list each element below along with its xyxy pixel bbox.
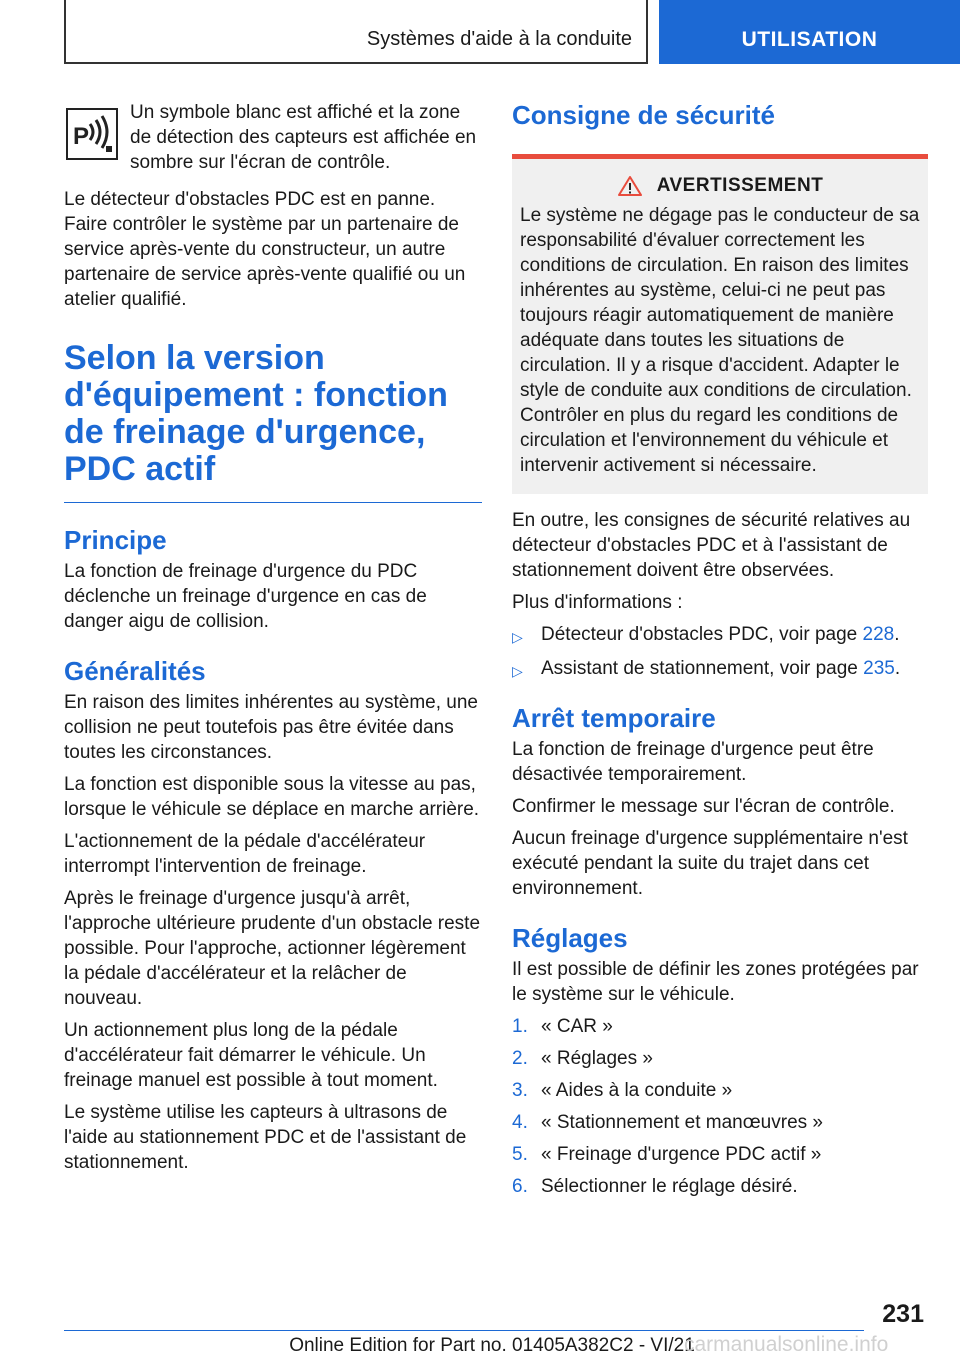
triangle-bullet-icon: ▷	[512, 663, 523, 679]
page-number: 231	[882, 1300, 924, 1328]
step-number: 4.	[512, 1112, 528, 1133]
reference-links	[512, 622, 928, 681]
header-section-box	[64, 0, 648, 64]
step-number: 2.	[512, 1048, 528, 1069]
svg-text:P: P	[73, 123, 90, 150]
section-title: Systèmes d'aide à la conduite	[366, 28, 632, 50]
list-item: ▷ Assistant de stationnement, voir page 235.	[512, 656, 928, 681]
chapter-tab[interactable]	[659, 0, 960, 64]
step-text: « Aides à la conduite »	[541, 1080, 733, 1101]
more-info-label: Plus d'informations :	[512, 592, 683, 613]
step-number: 1.	[512, 1016, 528, 1037]
pdc-warning-icon	[66, 108, 118, 160]
generalites-paragraph: Après le freinage d'urgence jusqu'à arrêt, l'approche ultérieure prudente d'un obstacle reste possible. Pour l'approche, actionner légèrement la pédale d'accélérateur et la relâcher de nouveau.	[64, 888, 481, 1009]
page-link[interactable]: 235	[863, 658, 895, 679]
step-text: « Stationnement et manœuvres »	[541, 1112, 823, 1133]
edition-footer: Online Edition for Part no. 01405A382C2 - VI/21	[289, 1335, 695, 1356]
generalites-paragraph: En raison des limites inhérentes au système, une collision ne peut toutefois pas être évitée dans toutes les circonstances.	[64, 692, 478, 763]
footer-divider	[64, 1330, 864, 1331]
warning-title-row	[520, 175, 920, 197]
list-item	[512, 1078, 928, 1103]
list-item	[512, 1110, 928, 1135]
page-header	[64, 0, 960, 64]
generalites-paragraph: La fonction est disponible sous la vitesse au pas, lorsque le véhicule se déplace en marche arrière.	[64, 774, 480, 820]
principe-heading: Principe	[64, 525, 167, 555]
principe-text: La fonction de freinage d'urgence du PDC déclenche un freinage d'urgence en cas de danger aigu de collision.	[64, 561, 427, 632]
consigne-heading: Consigne de sécurité	[512, 100, 775, 130]
warning-title: AVERTISSEMENT	[656, 175, 824, 196]
arret-paragraph: Aucun freinage d'urgence supplémentaire n'est exécuté pendant la suite du trajet dans cet environnement.	[512, 828, 908, 899]
left-column	[64, 100, 482, 1182]
list-item	[512, 1142, 928, 1167]
step-text: Sélectionner le réglage désiré.	[541, 1176, 798, 1197]
list-item	[512, 1046, 928, 1071]
page-link[interactable]: 228	[862, 624, 895, 645]
right-column	[512, 100, 928, 1207]
step-text: « Réglages »	[541, 1048, 653, 1069]
icon-description: Un symbole blanc est affiché et la zone de détection des capteurs est affichée en sombre sur l'écran de contrôle.	[130, 102, 477, 173]
arret-paragraph: La fonction de freinage d'urgence peut être désactivée temporairement.	[512, 739, 874, 785]
generalites-paragraph: Un actionnement plus long de la pédale d'accélérateur fait démarrer le véhicule. Un freinage manuel est possible à tout moment.	[64, 1020, 438, 1091]
warning-box	[512, 154, 928, 494]
pdc-fault-text: Le détecteur d'obstacles PDC est en panne. Faire contrôler le système par un partenaire de service après-vente du constructeur, un autre partenaire de service après-vente qualifié ou un atelier qualifié.	[64, 189, 466, 310]
generalites-paragraph: L'actionnement de la pédale d'accélérateur interrompt l'intervention de freinage.	[64, 831, 426, 877]
after-warning-text: En outre, les consignes de sécurité relatives au détecteur d'obstacles PDC et à l'assistant de stationnement doivent être observées.	[512, 510, 911, 581]
pdc-symbol-note	[64, 100, 482, 175]
list-item	[512, 1174, 928, 1199]
generalites-heading: Généralités	[64, 656, 206, 686]
step-number: 5.	[512, 1144, 528, 1165]
main-heading: Selon la version d'équipement : fonction de freinage d'urgence, PDC actif	[64, 340, 482, 503]
watermark: carmanualsonline.info	[684, 1333, 889, 1356]
reglages-text: Il est possible de définir les zones protégées par le système sur le véhicule.	[512, 959, 919, 1005]
step-text: « CAR »	[541, 1016, 613, 1037]
arret-heading: Arrêt temporaire	[512, 703, 716, 733]
generalites-paragraph: Le système utilise les capteurs à ultrasons de l'aide au stationnement PDC et de l'assistant de stationnement.	[64, 1102, 467, 1173]
chapter-tab-label: UTILISATION	[741, 28, 878, 51]
arret-paragraph: Confirmer le message sur l'écran de contrôle.	[512, 796, 895, 817]
reglages-steps	[512, 1014, 928, 1199]
triangle-bullet-icon: ▷	[512, 629, 523, 645]
list-item	[512, 1014, 928, 1039]
step-text: « Freinage d'urgence PDC actif »	[541, 1144, 822, 1165]
warning-text: Le système ne dégage pas le conducteur de sa responsabilité d'évaluer correctement les conditions de circulation. En raison des limites inhérentes au système, celui-ci ne peut pas toujours réagir automatiquement de manière adéquate dans toutes les situations de circulation. Il y a risque d'accident. Adapter le style de conduite aux conditions de circulation. Contrôler en plus du regard les conditions de circulation et l'environnement du véhicule et intervenir activement si nécessaire.	[520, 205, 920, 476]
reglages-heading: Réglages	[512, 923, 628, 953]
step-number: 3.	[512, 1080, 528, 1101]
warning-triangle-icon	[617, 175, 643, 197]
list-item: ▷ Détecteur d'obstacles PDC, voir page 228.	[512, 622, 928, 647]
step-number: 6.	[512, 1176, 528, 1197]
